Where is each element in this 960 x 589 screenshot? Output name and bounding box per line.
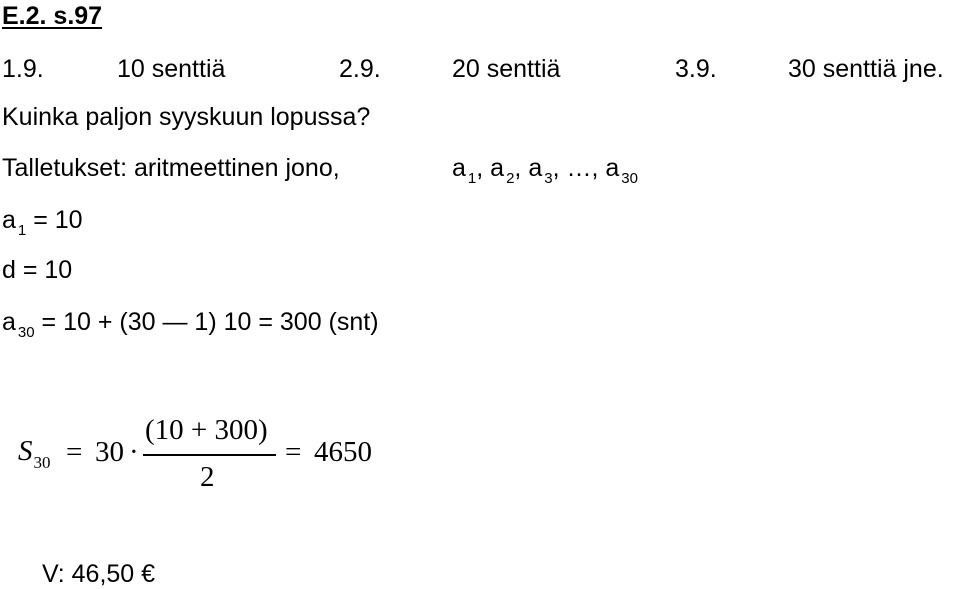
formula-factor: 30 [95, 436, 124, 468]
seq-a30: a $_{30}$ [605, 154, 638, 187]
fraction-bar [143, 454, 276, 456]
formula-result: 4650 [314, 436, 372, 468]
multiply-dot: · [129, 436, 139, 468]
amount-3: 30 senttiä jne. [788, 55, 944, 83]
sequence: a $_1$, a $_2$, a $_3$, …, a $_{30}$ [452, 154, 638, 187]
exercise-title: E.2. s.97 [2, 2, 103, 30]
formula-numerator: (10 + 300) [145, 414, 268, 446]
deposits-label: Talletukset: aritmeettinen jono, [2, 154, 340, 182]
amount-2: 20 senttiä [452, 55, 561, 83]
answer: V: 46,50 € [42, 560, 156, 588]
a1-equation: a $_1$ = 10 [2, 206, 83, 239]
question: Kuinka paljon syyskuun lopussa? [2, 103, 371, 131]
seq-a2: a $_2$ [490, 154, 515, 187]
amount-1: 10 senttiä [117, 55, 226, 83]
date-3: 3.9. [675, 55, 717, 83]
formula-denominator: 2 [200, 461, 215, 493]
date-2: 2.9. [339, 55, 381, 83]
sum-symbol: $S_{30}$ [18, 435, 51, 472]
date-1: 1.9. [2, 55, 44, 83]
seq-a1: a $_1$ [452, 154, 477, 187]
a30-equation: a $_{30}$ = 10 + (30 — 1) 10 = 300 (snt) [2, 308, 379, 341]
seq-ellipsis: …, [566, 154, 599, 182]
formula-equals-1: = [66, 436, 83, 468]
d-equation: d = 10 [2, 256, 73, 284]
seq-a3: a $_3$ [528, 154, 553, 187]
formula-equals-2: = [285, 436, 302, 468]
